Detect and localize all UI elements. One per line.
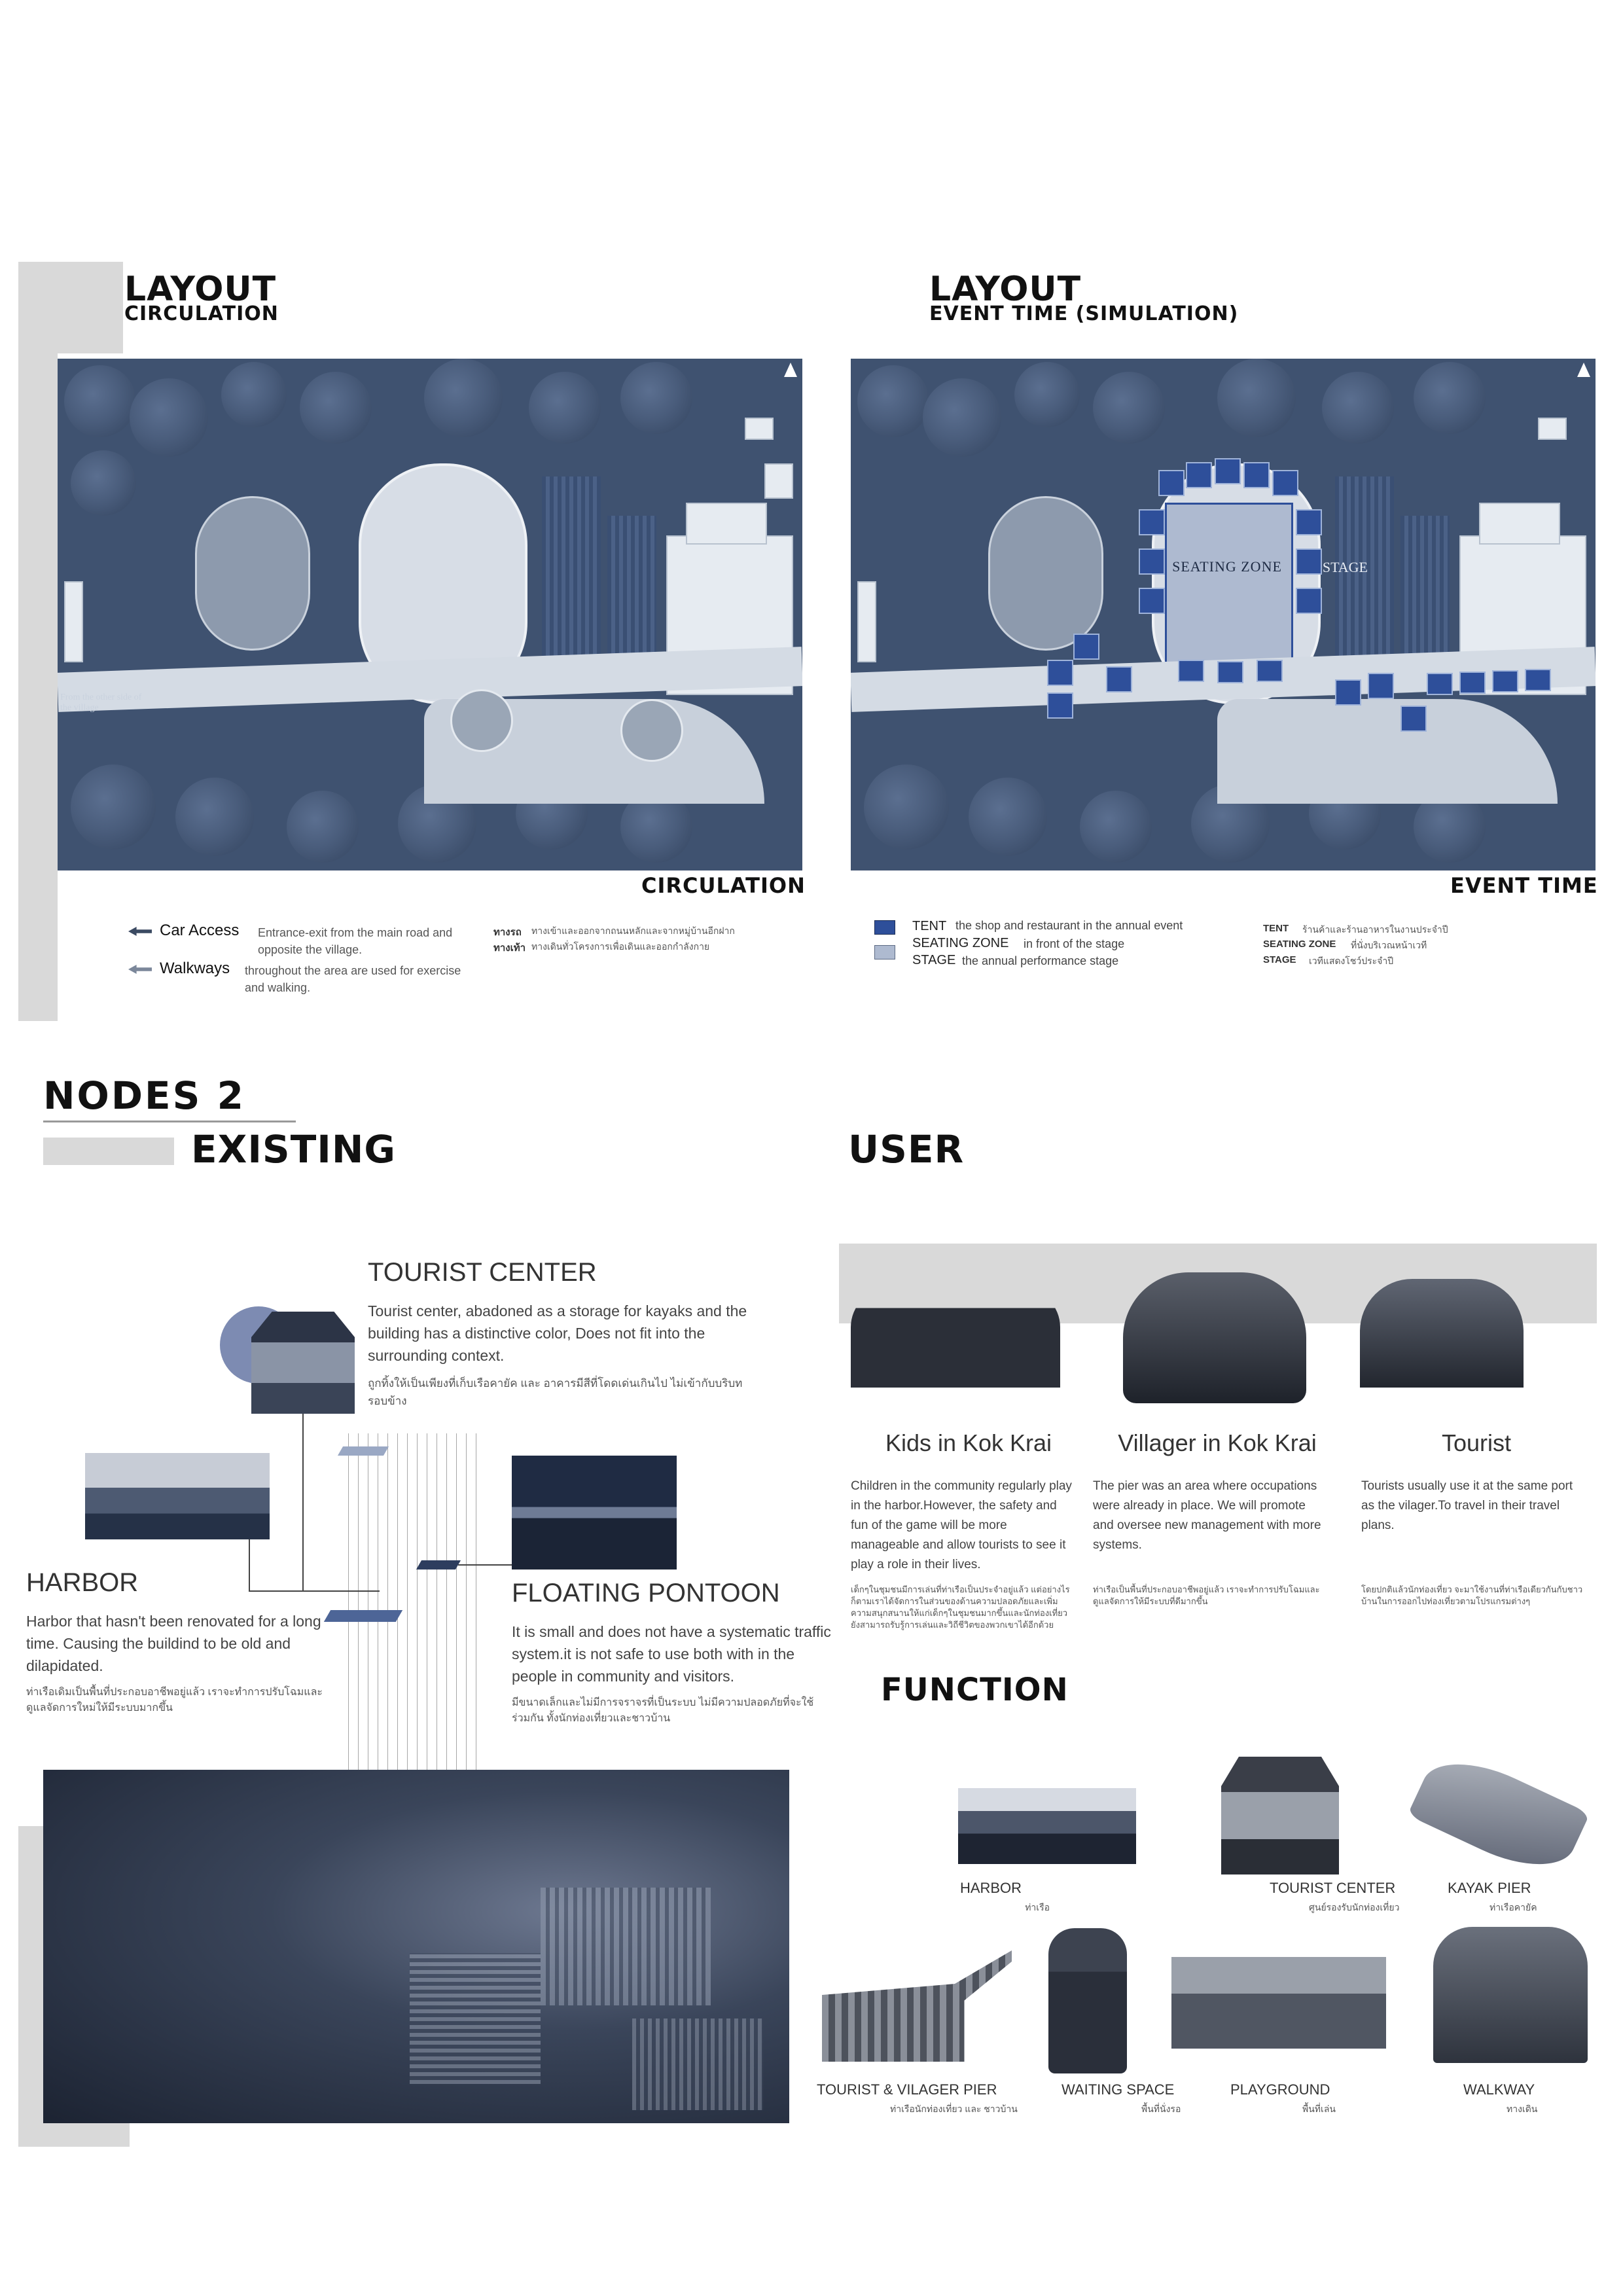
legend-walkways-text: throughout the area are used for exercise and walking.: [245, 964, 461, 994]
kids-photo: [851, 1288, 1060, 1388]
thai-car-key: ทางรถ: [493, 927, 522, 938]
user-villager-name: Villager in Kok Krai: [1118, 1429, 1317, 1456]
playground-photo: [1171, 1957, 1386, 2049]
function-tourist-center-photo: [1221, 1757, 1339, 1874]
thai-car-text: ทางเข้าและออกจากถนนหลักและจากหมู่บ้านอีกฝาก: [531, 925, 735, 936]
thai-tent-key: TENT: [1263, 923, 1289, 934]
plan-from-other-side-label: From the other side of the village: [60, 692, 142, 713]
pontoon-text: It is small and does not have a systematic traffic system.it is not safe to use both with in the people in community and visitors.: [512, 1623, 831, 1685]
car-access-arrow-icon: [128, 927, 152, 936]
tent-icon: [1217, 661, 1243, 683]
tent-icon: [1525, 669, 1551, 691]
pier-outline-shape: [338, 1446, 389, 1456]
thai-stage-key: STAGE: [1263, 954, 1296, 965]
tent-icon: [1178, 660, 1204, 682]
pier-model-photo: [822, 1950, 1012, 2062]
north-arrow-icon: [784, 363, 797, 377]
harbor-text: Harbor that hasn't been renovated for a long time. Causing the buildind to be old and dilapidated.: [26, 1613, 321, 1674]
tent-icon: [1047, 660, 1073, 686]
tent-icon: [1492, 670, 1518, 692]
user-kids-thai: เด็กๆในชุมชนมีการเล่นที่ท่าเรือเป็นประจำอยู่แล้ว แต่อย่างไรก็ตามเราได้จัดการในส่วนของด้านความปลอดภัยและเพิ่มความสนุกสนานให้แก่เด็กๆในชุมชนมากขึ้นและนักท่องเที่ยวยังสามารถรับรู้การเล่นและวิถีชีวิตของพวกเขาได้อีกด้วย: [851, 1585, 1070, 1630]
tent-icon: [1427, 673, 1453, 695]
layout-left-subtitle: CIRCULATION: [124, 302, 279, 325]
tourist-center-text: Tourist center, abadoned as a storage for kayaks and the building has a distinctive color, Does not fit into the surrounding context.: [368, 1302, 747, 1364]
function-playground-thai: พื้นที่เล่น: [1302, 2104, 1336, 2114]
seating-zone-label: SEATING ZONE: [1172, 558, 1282, 575]
tent-icon: [1368, 673, 1394, 699]
function-harbor-photo: [958, 1788, 1136, 1864]
thai-tent-text: ร้านค้าและร้านอาหารในงานประจำปี: [1302, 924, 1448, 935]
connector-line: [249, 1539, 250, 1592]
thai-seating-text: ที่นั่งบริเวณหน้าเวที: [1351, 940, 1427, 950]
tent-icon: [1243, 462, 1270, 488]
function-harbor-thai: ท่าเรือ: [1025, 1902, 1050, 1912]
user-tourist-thai: โดยปกติแล้วนักท่องเที่ยว จะมาใช้งานที่ท่าเรือเดียวกันกับชาวบ้านในการออกไปท่องเที่ยวตามโปรแกรมต่างๆ: [1361, 1585, 1583, 1606]
pontoon-title: FLOATING PONTOON: [512, 1579, 780, 1607]
function-walkway-thai: ทางเดิน: [1507, 2104, 1538, 2114]
function-waiting-thai: พื้นที่นั่งรอ: [1141, 2104, 1181, 2114]
tent-icon: [1215, 458, 1241, 484]
layout-right-subtitle: EVENT TIME (SIMULATION): [929, 302, 1239, 325]
user-title: USER: [848, 1127, 965, 1172]
legend-stage-key: STAGE: [912, 953, 956, 967]
user-villager-thai: ท่าเรือเป็นพื้นที่ประกอบอาชีพอยู่แล้ว เราจะทำการปรับโฉมและดูแลจัดการให้มีระบบที่ดีมากขึ้น: [1093, 1585, 1320, 1606]
pontoon-thai: มีขนาดเล็กและไม่มีการจราจรที่เป็นระบบ ไม่มีความปลอดภัยที่จะใช้ร่วมกัน ทั้งนักท่องเที่ยวและชาวบ้าน: [512, 1697, 814, 1724]
tent-legend-swatch: [874, 920, 895, 935]
user-villager-text: The pier was an area where occupations were already in place. We will promote and oversee new management with more systems.: [1093, 1479, 1321, 1552]
circulation-caption: CIRCULATION: [641, 873, 806, 898]
function-playground-name: PLAYGROUND: [1230, 2081, 1330, 2098]
pier-outline-shape: [416, 1560, 461, 1570]
tent-icon: [1139, 548, 1165, 575]
legend-seating-text: in front of the stage: [1024, 937, 1125, 950]
legend-tent-key: TENT: [912, 919, 947, 933]
legend-car-access-text: Entrance-exit from the main road and opposite the village.: [258, 926, 453, 956]
tent-icon: [1257, 660, 1283, 682]
user-tourist-name: Tourist: [1441, 1429, 1512, 1456]
tent-icon: [1158, 470, 1185, 496]
user-tourist-text: Tourists usually use it at the same port as the vilager.To travel in their travel plans.: [1361, 1479, 1573, 1532]
tent-icon: [1400, 706, 1427, 732]
left-grey-bar-vertical: [18, 262, 58, 1021]
circulation-plan: [58, 359, 802, 870]
stage-label: STAGE: [1322, 559, 1368, 575]
event-time-plan: [851, 359, 1596, 870]
seating-zone-area: [1165, 503, 1293, 664]
function-kayak-thai: ท่าเรือคายัค: [1489, 1902, 1537, 1912]
pier-outline-shape: [324, 1610, 402, 1622]
tent-icon: [1296, 588, 1322, 614]
tourist-photo: [1360, 1279, 1524, 1388]
thai-stage-text: เวทีแสดงโชว์ประจำปี: [1309, 956, 1394, 966]
function-walkway-name: WALKWAY: [1463, 2081, 1535, 2098]
function-waiting-name: WAITING SPACE: [1061, 2081, 1175, 2098]
legend-seating-key: SEATING ZONE: [912, 936, 1009, 950]
event-time-caption: EVENT TIME: [1450, 873, 1598, 898]
tent-icon: [1296, 509, 1322, 535]
pontoon-photo: [512, 1456, 677, 1570]
tourist-center-thai: ถูกทิ้งให้เป็นเพียงที่เก็บเรือคายัค และ อาคารมีสีที่โดดเด่นเกินไป ไม่เข้ากับบริบทรอบข้าง: [368, 1377, 743, 1407]
tent-icon: [1335, 679, 1361, 706]
villager-photo: [1123, 1272, 1306, 1403]
layout-left-title: LAYOUT: [124, 270, 277, 309]
tent-icon: [1272, 470, 1298, 496]
thai-seating-key: SEATING ZONE: [1263, 939, 1336, 950]
tent-icon: [1296, 548, 1322, 575]
legend-stage-text: the annual performance stage: [962, 954, 1119, 967]
user-kids-text: Children in the community regularly play in the harbor.However, the safety and fun of the game will be more manageable and allow tourists to see it play a role in their lives.: [851, 1479, 1072, 1571]
existing-title: EXISTING: [191, 1127, 396, 1172]
harbor-photo: [85, 1453, 270, 1539]
harbor-title: HARBOR: [26, 1568, 139, 1597]
walkway-people-photo: [1433, 1927, 1588, 2063]
function-kayak-name: KAYAK PIER: [1448, 1880, 1531, 1896]
function-tourist-center-thai: ศูนย์รองรับนักท่องเที่ยว: [1309, 1902, 1400, 1912]
aerial-photo: [43, 1770, 789, 2123]
tent-icon: [1139, 588, 1165, 614]
legend-tent-text: the shop and restaurant in the annual event: [955, 919, 1183, 932]
layout-right-title: LAYOUT: [929, 270, 1082, 309]
legend-walkways-key: Walkways: [160, 960, 230, 977]
connector-line: [302, 1414, 304, 1590]
nodes-underline: [43, 1121, 296, 1122]
kayak-photo: [1407, 1744, 1590, 1884]
user-kids-name: Kids in Kok Krai: [885, 1429, 1052, 1456]
north-arrow-icon: [1577, 363, 1590, 377]
tourist-center-title: TOURIST CENTER: [368, 1258, 597, 1287]
function-pier-thai: ท่าเรือนักท่องเที่ยว และ ชาวบ้าน: [890, 2104, 1018, 2114]
harbor-thai: ท่าเรือเดิมเป็นพื้นที่ประกอบอาชีพอยู่แล้ว เราจะทำการปรับโฉมและดูแลจัดการใหม่ให้มีระบบมากขึ้น: [26, 1687, 323, 1713]
tent-icon: [1186, 462, 1212, 488]
tent-icon: [1459, 672, 1486, 694]
waiting-person-photo: [1048, 1928, 1127, 2073]
thai-walk-key: ทางเท้า: [493, 942, 526, 954]
function-pier-name: TOURIST & VILAGER PIER: [817, 2081, 997, 2098]
tent-icon: [1047, 692, 1073, 719]
function-tourist-center-name: TOURIST CENTER: [1270, 1880, 1396, 1896]
function-title: FUNCTION: [881, 1672, 1069, 1708]
tourist-center-photo: [251, 1312, 355, 1414]
walkway-arrow-icon: [128, 965, 152, 974]
thai-walk-text: ทางเดินทั่วโครงการเพื่อเดินและออกกำลังกาย: [531, 941, 710, 952]
tent-icon: [1073, 634, 1099, 660]
function-harbor-name: HARBOR: [959, 1880, 1022, 1896]
nodes-title: NODES 2: [43, 1073, 245, 1118]
seating-legend-swatch: [874, 945, 895, 960]
tent-icon: [1139, 509, 1165, 535]
existing-grey-bar: [43, 1138, 174, 1165]
legend-car-access-key: Car Access: [160, 922, 240, 939]
tent-icon: [1106, 666, 1132, 692]
